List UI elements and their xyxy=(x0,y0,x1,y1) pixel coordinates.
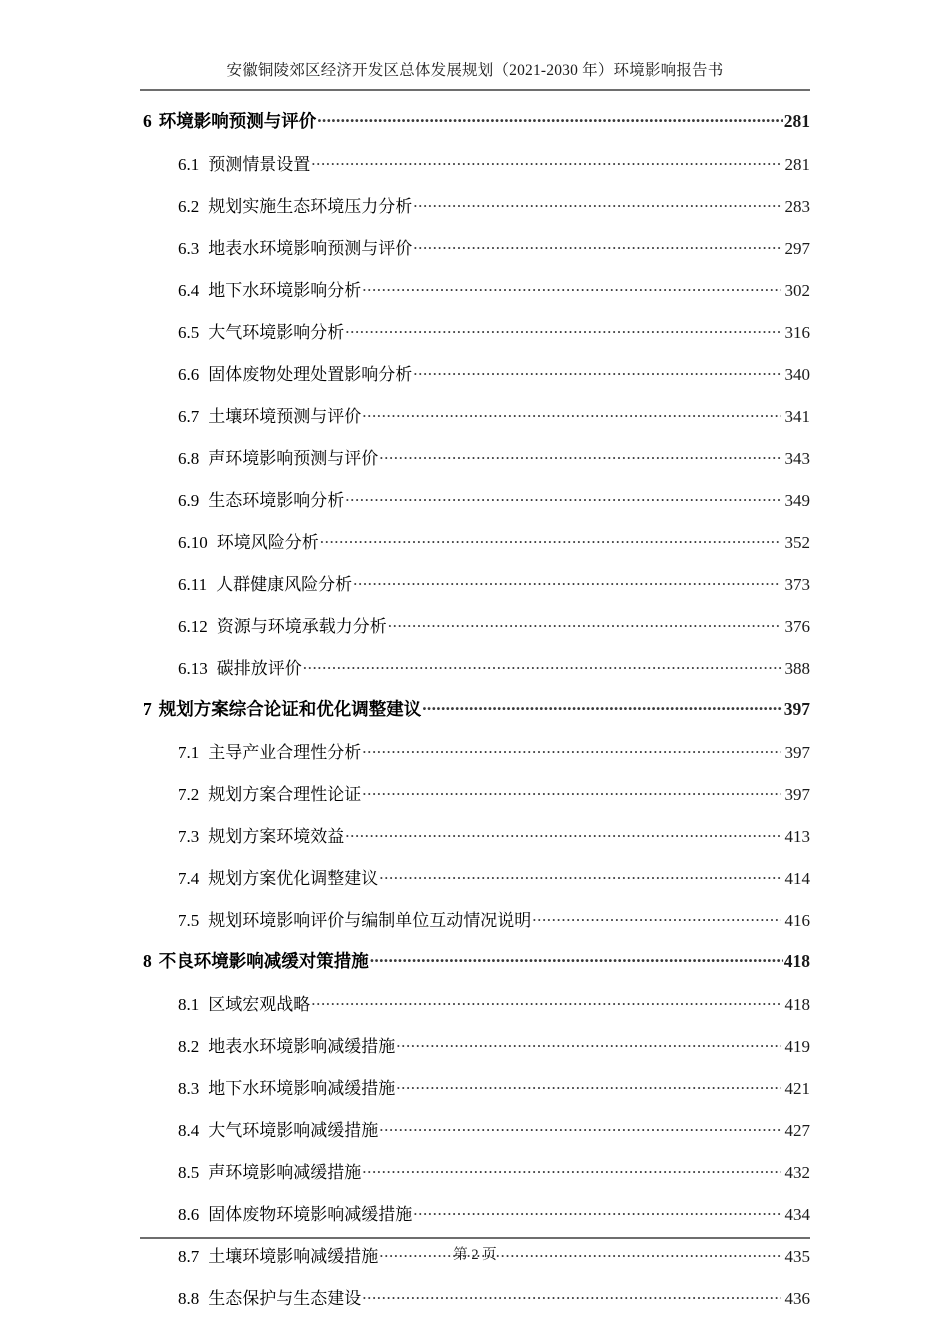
toc-entry[interactable] xyxy=(140,486,810,528)
table-of-contents xyxy=(140,108,810,1326)
toc-entry-page-number: 283 xyxy=(784,197,810,216)
toc-entry-title: 土壤环境影响减缓措施 xyxy=(208,1247,379,1266)
toc-entry-title: 规划环境影响评价与编制单位互动情况说明 xyxy=(208,911,532,930)
toc-leader-dots xyxy=(388,615,781,632)
running-header: 安徽铜陵郊区经济开发区总体发展规划（2021-2030 年）环境影响报告书 xyxy=(226,62,724,79)
toc-entry-title: 不良环境影响减缓对策措施 xyxy=(158,951,369,971)
toc-leader-dots xyxy=(353,573,780,590)
toc-entry-title: 环境风险分析 xyxy=(216,533,319,552)
footer-rule xyxy=(140,1237,810,1239)
toc-entry-number: 8.7 xyxy=(178,1247,200,1266)
toc-entry-number: 6.5 xyxy=(178,323,200,342)
toc-entry-page-number: 388 xyxy=(784,659,810,678)
toc-entry-title: 规划方案综合论证和优化调整建议 xyxy=(158,699,422,719)
toc-leader-dots xyxy=(362,279,780,296)
toc-entry[interactable] xyxy=(140,780,810,822)
toc-entry-title: 大气环境影响减缓措施 xyxy=(208,1121,379,1140)
toc-leader-dots xyxy=(379,1119,780,1136)
toc-entry-page-number: 281 xyxy=(784,155,810,174)
toc-entry-title: 地下水环境影响减缓措施 xyxy=(208,1079,396,1098)
toc-entry-page-number: 418 xyxy=(783,951,810,971)
toc-entry-title: 规划方案合理性论证 xyxy=(208,785,362,804)
toc-leader-dots xyxy=(396,1035,780,1052)
toc-entry-title: 生态保护与生态建设 xyxy=(208,1289,362,1308)
toc-entry-number: 7.1 xyxy=(178,743,200,762)
toc-entry-number: 6.1 xyxy=(178,155,200,174)
toc-entry[interactable] xyxy=(140,1074,810,1116)
toc-entry-page-number: 397 xyxy=(784,743,810,762)
toc-entry-number: 6.11 xyxy=(178,575,208,594)
toc-entry-number: 6.13 xyxy=(178,659,208,678)
page-footer: 第 2 页 xyxy=(453,1247,497,1263)
toc-entry-page-number: 340 xyxy=(784,365,810,384)
toc-entry-number: 6.8 xyxy=(178,449,200,468)
toc-entry-title: 土壤环境预测与评价 xyxy=(208,407,362,426)
toc-entry-title: 区域宏观战略 xyxy=(208,995,311,1014)
toc-entry-number: 7.5 xyxy=(178,911,200,930)
toc-entry[interactable] xyxy=(140,864,810,906)
toc-entry[interactable] xyxy=(140,444,810,486)
toc-entry-number: 7 xyxy=(143,699,152,719)
toc-leader-dots xyxy=(413,237,780,254)
toc-entry-page-number: 376 xyxy=(784,617,810,636)
toc-entry-page-number: 416 xyxy=(784,911,810,930)
toc-entry[interactable] xyxy=(140,360,810,402)
toc-entry-number: 6.4 xyxy=(178,281,200,300)
toc-entry-title: 规划实施生态环境压力分析 xyxy=(208,197,413,216)
toc-entry-page-number: 418 xyxy=(784,995,810,1014)
toc-entry-number: 6.6 xyxy=(178,365,200,384)
toc-leader-dots xyxy=(370,950,783,968)
toc-entry[interactable] xyxy=(140,1032,810,1074)
toc-entry-number: 8.3 xyxy=(178,1079,200,1098)
toc-entry-page-number: 427 xyxy=(784,1121,810,1140)
toc-entry-page-number: 413 xyxy=(784,827,810,846)
toc-entry-title: 地表水环境影响预测与评价 xyxy=(208,239,413,258)
toc-leader-dots xyxy=(413,363,780,380)
toc-entry-number: 8.5 xyxy=(178,1163,200,1182)
toc-entry[interactable] xyxy=(140,906,810,948)
toc-entry-page-number: 434 xyxy=(784,1205,810,1224)
toc-entry-title: 资源与环境承载力分析 xyxy=(216,617,387,636)
toc-entry[interactable] xyxy=(140,696,810,738)
toc-entry-title: 人群健康风险分析 xyxy=(216,575,353,594)
toc-entry-page-number: 432 xyxy=(784,1163,810,1182)
toc-entry[interactable] xyxy=(140,528,810,570)
toc-entry-page-number: 373 xyxy=(784,575,810,594)
toc-entry-page-number: 397 xyxy=(783,699,810,719)
toc-entry-page-number: 297 xyxy=(784,239,810,258)
toc-entry-title: 碳排放评价 xyxy=(216,659,302,678)
toc-entry[interactable] xyxy=(140,1116,810,1158)
toc-leader-dots xyxy=(303,657,781,674)
toc-entry[interactable] xyxy=(140,738,810,780)
toc-entry-title: 主导产业合理性分析 xyxy=(208,743,362,762)
toc-entry[interactable] xyxy=(140,822,810,864)
toc-entry-number: 8 xyxy=(143,951,152,971)
toc-leader-dots xyxy=(311,993,780,1010)
toc-leader-dots xyxy=(320,531,781,548)
toc-leader-dots xyxy=(379,447,780,464)
toc-entry[interactable] xyxy=(140,1200,810,1242)
toc-entry-number: 6.7 xyxy=(178,407,200,426)
toc-entry[interactable] xyxy=(140,402,810,444)
toc-leader-dots xyxy=(422,698,783,716)
toc-entry-title: 环境影响预测与评价 xyxy=(158,111,317,131)
toc-leader-dots xyxy=(345,825,780,842)
toc-entry-number: 8.4 xyxy=(178,1121,200,1140)
toc-entry-title: 声环境影响减缓措施 xyxy=(208,1163,362,1182)
toc-entry-number: 8.6 xyxy=(178,1205,200,1224)
toc-leader-dots xyxy=(532,909,780,926)
toc-entry-page-number: 349 xyxy=(784,491,810,510)
toc-leader-dots xyxy=(362,741,780,758)
toc-entry-number: 8.2 xyxy=(178,1037,200,1056)
header-rule xyxy=(140,89,810,91)
toc-leader-dots xyxy=(345,321,780,338)
toc-entry-number: 7.3 xyxy=(178,827,200,846)
toc-entry-page-number: 302 xyxy=(784,281,810,300)
toc-entry[interactable] xyxy=(140,612,810,654)
toc-entry-page-number: 343 xyxy=(784,449,810,468)
toc-entry[interactable] xyxy=(140,192,810,234)
toc-entry[interactable] xyxy=(140,276,810,318)
toc-entry-title: 生态环境影响分析 xyxy=(208,491,345,510)
toc-entry-page-number: 436 xyxy=(784,1289,810,1308)
toc-entry-page-number: 421 xyxy=(784,1079,810,1098)
toc-entry-title: 预测情景设置 xyxy=(208,155,311,174)
toc-leader-dots xyxy=(311,153,780,170)
toc-leader-dots xyxy=(379,867,780,884)
toc-entry-number: 6.10 xyxy=(178,533,208,552)
toc-entry-title: 固体废物环境影响减缓措施 xyxy=(208,1205,413,1224)
toc-entry-page-number: 397 xyxy=(784,785,810,804)
toc-entry-page-number: 419 xyxy=(784,1037,810,1056)
toc-entry-page-number: 316 xyxy=(784,323,810,342)
toc-entry-title: 声环境影响预测与评价 xyxy=(208,449,379,468)
toc-entry-number: 7.2 xyxy=(178,785,200,804)
toc-entry[interactable] xyxy=(140,1284,810,1326)
toc-entry-number: 7.4 xyxy=(178,869,200,888)
toc-entry-title: 规划方案优化调整建议 xyxy=(208,869,379,888)
toc-entry[interactable] xyxy=(140,654,810,696)
toc-entry-page-number: 341 xyxy=(784,407,810,426)
toc-leader-dots xyxy=(396,1077,780,1094)
toc-entry[interactable] xyxy=(140,1158,810,1200)
toc-entry[interactable] xyxy=(140,948,810,990)
toc-entry-number: 6.3 xyxy=(178,239,200,258)
toc-entry[interactable] xyxy=(140,108,810,150)
toc-leader-dots xyxy=(362,1161,780,1178)
toc-entry-page-number: 414 xyxy=(784,869,810,888)
toc-entry[interactable] xyxy=(140,234,810,276)
toc-entry-page-number: 281 xyxy=(783,111,810,131)
toc-entry-number: 6.12 xyxy=(178,617,208,636)
toc-entry-number: 8.8 xyxy=(178,1289,200,1308)
toc-entry-number: 6.9 xyxy=(178,491,200,510)
toc-leader-dots xyxy=(317,110,783,128)
toc-entry-title: 大气环境影响分析 xyxy=(208,323,345,342)
toc-entry-number: 6.2 xyxy=(178,197,200,216)
toc-entry-title: 地表水环境影响减缓措施 xyxy=(208,1037,396,1056)
toc-entry-number: 6 xyxy=(143,111,152,131)
toc-leader-dots xyxy=(362,405,780,422)
toc-entry-page-number: 352 xyxy=(784,533,810,552)
toc-leader-dots xyxy=(413,1203,780,1220)
toc-entry[interactable] xyxy=(140,990,810,1032)
toc-leader-dots xyxy=(362,783,780,800)
toc-entry-page-number: 435 xyxy=(784,1247,810,1266)
toc-entry-title: 地下水环境影响分析 xyxy=(208,281,362,300)
toc-entry[interactable] xyxy=(140,150,810,192)
toc-entry[interactable] xyxy=(140,318,810,360)
toc-entry[interactable] xyxy=(140,570,810,612)
toc-entry-number: 8.1 xyxy=(178,995,200,1014)
toc-entry-title: 固体废物处理处置影响分析 xyxy=(208,365,413,384)
toc-leader-dots xyxy=(362,1287,780,1304)
toc-leader-dots xyxy=(413,195,780,212)
toc-entry-title: 规划方案环境效益 xyxy=(208,827,345,846)
toc-leader-dots xyxy=(345,489,780,506)
